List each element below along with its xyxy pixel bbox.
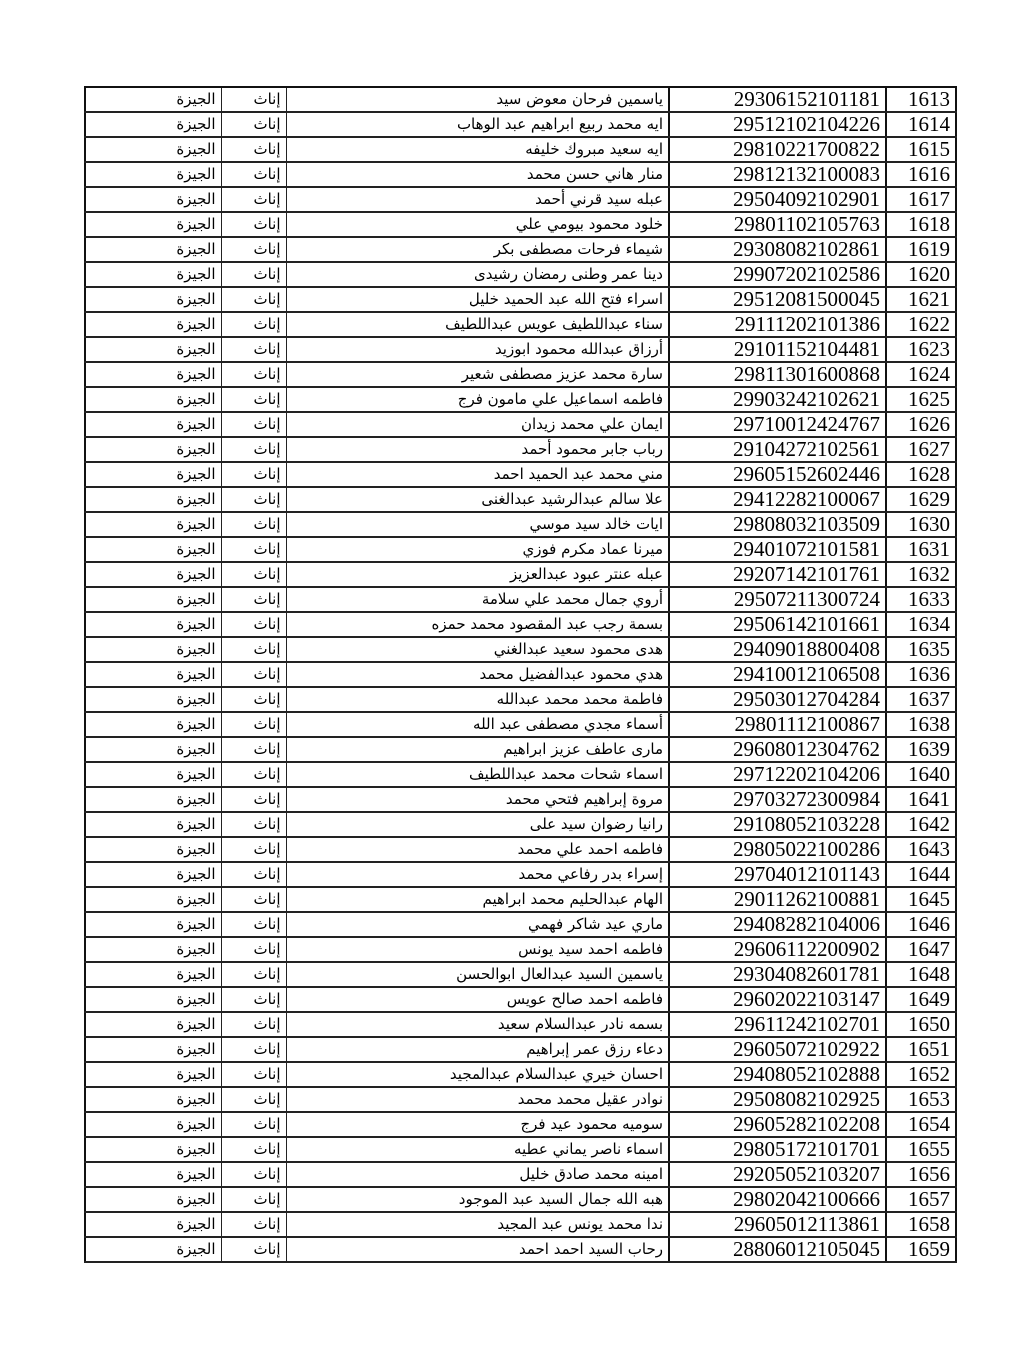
row-number-cell: 1650 xyxy=(886,1012,956,1037)
row-number-cell: 1629 xyxy=(886,487,956,512)
name-cell: رانيا رضوان سيد على xyxy=(286,812,669,837)
table-row xyxy=(85,212,956,237)
row-number-cell: 1619 xyxy=(886,237,956,262)
table-row xyxy=(85,912,956,937)
governorate-cell: الجيزة xyxy=(85,312,221,337)
gender-cell: إناث xyxy=(221,262,286,287)
row-number-cell: 1614 xyxy=(886,112,956,137)
national-id-cell: 29811301600868 xyxy=(669,362,886,387)
table-row xyxy=(85,662,956,687)
gender-cell: إناث xyxy=(221,162,286,187)
gender-cell: إناث xyxy=(221,762,286,787)
table-row xyxy=(85,187,956,212)
governorate-cell: الجيزة xyxy=(85,487,221,512)
name-cell: مروة إبراهيم فتحي محمد xyxy=(286,787,669,812)
gender-cell: إناث xyxy=(221,1162,286,1187)
name-cell: إسراء بدر رفاعي محمد xyxy=(286,862,669,887)
governorate-cell: الجيزة xyxy=(85,737,221,762)
name-cell: هدي محمود عبدالفضيل محمد xyxy=(286,662,669,687)
row-number-cell: 1645 xyxy=(886,887,956,912)
national-id-cell: 29205052103207 xyxy=(669,1162,886,1187)
name-cell: رحاب السيد احمد احمد xyxy=(286,1237,669,1262)
governorate-cell: الجيزة xyxy=(85,687,221,712)
national-id-cell: 29011262100881 xyxy=(669,887,886,912)
row-number-cell: 1638 xyxy=(886,712,956,737)
row-number-cell: 1653 xyxy=(886,1087,956,1112)
name-cell: مارى عاطف عزيز ابراهيم xyxy=(286,737,669,762)
row-number-cell: 1615 xyxy=(886,137,956,162)
name-cell: منار هاني حسن محمد xyxy=(286,162,669,187)
name-cell: سوميه محمود عيد فرج xyxy=(286,1112,669,1137)
gender-cell: إناث xyxy=(221,312,286,337)
gender-cell: إناث xyxy=(221,737,286,762)
name-cell: بسمة رجب عبد المقصود محمد حمزه xyxy=(286,612,669,637)
national-id-cell: 29111202101386 xyxy=(669,312,886,337)
national-id-cell: 29506142101661 xyxy=(669,612,886,637)
name-cell: أروي جمال محمد علي سلامة xyxy=(286,587,669,612)
row-number-cell: 1634 xyxy=(886,612,956,637)
row-number-cell: 1618 xyxy=(886,212,956,237)
table-row xyxy=(85,112,956,137)
table-row xyxy=(85,787,956,812)
row-number-cell: 1647 xyxy=(886,937,956,962)
governorate-cell: الجيزة xyxy=(85,1012,221,1037)
national-id-cell: 29810221700822 xyxy=(669,137,886,162)
name-cell: ايمان علي محمد زيدان xyxy=(286,412,669,437)
row-number-cell: 1631 xyxy=(886,537,956,562)
national-id-cell: 29508082102925 xyxy=(669,1087,886,1112)
table-row xyxy=(85,1087,956,1112)
table-row xyxy=(85,1237,956,1262)
national-id-cell: 29306152101181 xyxy=(669,87,886,112)
gender-cell: إناث xyxy=(221,837,286,862)
table-row xyxy=(85,862,956,887)
national-id-cell: 29801112100867 xyxy=(669,712,886,737)
governorate-cell: الجيزة xyxy=(85,1112,221,1137)
national-id-cell: 29608012304762 xyxy=(669,737,886,762)
governorate-cell: الجيزة xyxy=(85,112,221,137)
row-number-cell: 1642 xyxy=(886,812,956,837)
national-id-cell: 29605072102922 xyxy=(669,1037,886,1062)
name-cell: أرزاق عبدالله محمود ابوزيد xyxy=(286,337,669,362)
row-number-cell: 1657 xyxy=(886,1187,956,1212)
name-cell: ميرنا عماد مكرم فوزي xyxy=(286,537,669,562)
table-row xyxy=(85,1012,956,1037)
national-id-cell: 29101152104481 xyxy=(669,337,886,362)
row-number-cell: 1654 xyxy=(886,1112,956,1137)
national-id-cell: 29907202102586 xyxy=(669,262,886,287)
national-id-cell: 29802042100666 xyxy=(669,1187,886,1212)
gender-cell: إناث xyxy=(221,437,286,462)
name-cell: خلود محمود بيومي علي xyxy=(286,212,669,237)
gender-cell: إناث xyxy=(221,987,286,1012)
governorate-cell: الجيزة xyxy=(85,1037,221,1062)
table-row xyxy=(85,562,956,587)
row-number-cell: 1640 xyxy=(886,762,956,787)
governorate-cell: الجيزة xyxy=(85,1212,221,1237)
table-row xyxy=(85,1137,956,1162)
table-row xyxy=(85,1212,956,1237)
governorate-cell: الجيزة xyxy=(85,1162,221,1187)
governorate-cell: الجيزة xyxy=(85,987,221,1012)
gender-cell: إناث xyxy=(221,1087,286,1112)
governorate-cell: الجيزة xyxy=(85,587,221,612)
table-row xyxy=(85,962,956,987)
gender-cell: إناث xyxy=(221,512,286,537)
name-cell: ماري عيد شاكر فهمي xyxy=(286,912,669,937)
row-number-cell: 1648 xyxy=(886,962,956,987)
governorate-cell: الجيزة xyxy=(85,712,221,737)
name-cell: شيماء فرحات مصطفى بكر xyxy=(286,237,669,262)
gender-cell: إناث xyxy=(221,362,286,387)
row-number-cell: 1616 xyxy=(886,162,956,187)
name-cell: ياسمين السيد عبدالعال ابوالحسن xyxy=(286,962,669,987)
table-row xyxy=(85,712,956,737)
name-cell: عبله سيد قرني أحمد xyxy=(286,187,669,212)
table-row xyxy=(85,1162,956,1187)
national-id-cell: 28806012105045 xyxy=(669,1237,886,1262)
national-id-cell: 29808032103509 xyxy=(669,512,886,537)
gender-cell: إناث xyxy=(221,287,286,312)
name-cell: سارة محمد عزيز مصطفى شعير xyxy=(286,362,669,387)
governorate-cell: الجيزة xyxy=(85,962,221,987)
name-cell: هبه الله جمال السيد عبد الموجود xyxy=(286,1187,669,1212)
gender-cell: إناث xyxy=(221,187,286,212)
governorate-cell: الجيزة xyxy=(85,837,221,862)
name-cell: فاطمه احمد علي محمد xyxy=(286,837,669,862)
national-id-cell: 29412282100067 xyxy=(669,487,886,512)
governorate-cell: الجيزة xyxy=(85,1137,221,1162)
national-id-cell: 29801102105763 xyxy=(669,212,886,237)
governorate-cell: الجيزة xyxy=(85,387,221,412)
governorate-cell: الجيزة xyxy=(85,912,221,937)
table-row xyxy=(85,462,956,487)
row-number-cell: 1617 xyxy=(886,187,956,212)
row-number-cell: 1644 xyxy=(886,862,956,887)
gender-cell: إناث xyxy=(221,1137,286,1162)
table-row xyxy=(85,687,956,712)
table-row xyxy=(85,487,956,512)
national-id-cell: 29805022100286 xyxy=(669,837,886,862)
governorate-cell: الجيزة xyxy=(85,137,221,162)
row-number-cell: 1626 xyxy=(886,412,956,437)
table-row xyxy=(85,937,956,962)
gender-cell: إناث xyxy=(221,1187,286,1212)
governorate-cell: الجيزة xyxy=(85,262,221,287)
national-id-cell: 29409018800408 xyxy=(669,637,886,662)
table-row xyxy=(85,887,956,912)
national-id-cell: 29410012106508 xyxy=(669,662,886,687)
gender-cell: إناث xyxy=(221,962,286,987)
governorate-cell: الجيزة xyxy=(85,662,221,687)
national-id-cell: 29104272102561 xyxy=(669,437,886,462)
gender-cell: إناث xyxy=(221,462,286,487)
national-id-cell: 29611242102701 xyxy=(669,1012,886,1037)
table-row xyxy=(85,1187,956,1212)
governorate-cell: الجيزة xyxy=(85,1237,221,1262)
gender-cell: إناث xyxy=(221,1012,286,1037)
gender-cell: إناث xyxy=(221,137,286,162)
gender-cell: إناث xyxy=(221,387,286,412)
governorate-cell: الجيزة xyxy=(85,512,221,537)
row-number-cell: 1652 xyxy=(886,1062,956,1087)
name-cell: ندا محمد يونس عبد المجيد xyxy=(286,1212,669,1237)
national-id-cell: 29710012424767 xyxy=(669,412,886,437)
governorate-cell: الجيزة xyxy=(85,637,221,662)
national-id-cell: 29605152602446 xyxy=(669,462,886,487)
row-number-cell: 1641 xyxy=(886,787,956,812)
governorate-cell: الجيزة xyxy=(85,562,221,587)
gender-cell: إناث xyxy=(221,1112,286,1137)
name-cell: مني محمد عبد الحميد احمد xyxy=(286,462,669,487)
governorate-cell: الجيزة xyxy=(85,787,221,812)
row-number-cell: 1643 xyxy=(886,837,956,862)
national-id-cell: 29108052103228 xyxy=(669,812,886,837)
row-number-cell: 1639 xyxy=(886,737,956,762)
name-cell: علا سالم عبدالرشيد عبدالغنى xyxy=(286,487,669,512)
national-id-cell: 29512081500045 xyxy=(669,287,886,312)
national-id-cell: 29704012101143 xyxy=(669,862,886,887)
table-row xyxy=(85,812,956,837)
name-cell: أسماء مجدي مصطفى عبد الله xyxy=(286,712,669,737)
name-cell: هدى محمود سعيد عبدالغني xyxy=(286,637,669,662)
governorate-cell: الجيزة xyxy=(85,887,221,912)
row-number-cell: 1613 xyxy=(886,87,956,112)
table-row xyxy=(85,87,956,112)
table-row xyxy=(85,287,956,312)
national-id-cell: 29504092102901 xyxy=(669,187,886,212)
name-cell: فاطمه اسماعيل علي مامون فرج xyxy=(286,387,669,412)
name-cell: ايه سعيد مبروك خليفه xyxy=(286,137,669,162)
gender-cell: إناث xyxy=(221,712,286,737)
gender-cell: إناث xyxy=(221,1237,286,1262)
table-row xyxy=(85,737,956,762)
gender-cell: إناث xyxy=(221,662,286,687)
governorate-cell: الجيزة xyxy=(85,337,221,362)
name-cell: عبله عنتر عبود عبدالعزيز xyxy=(286,562,669,587)
gender-cell: إناث xyxy=(221,1212,286,1237)
gender-cell: إناث xyxy=(221,862,286,887)
governorate-cell: الجيزة xyxy=(85,762,221,787)
gender-cell: إناث xyxy=(221,237,286,262)
governorate-cell: الجيزة xyxy=(85,612,221,637)
gender-cell: إناث xyxy=(221,937,286,962)
governorate-cell: الجيزة xyxy=(85,937,221,962)
row-number-cell: 1658 xyxy=(886,1212,956,1237)
row-number-cell: 1623 xyxy=(886,337,956,362)
records-table-body xyxy=(85,87,956,1262)
national-id-cell: 29606112200902 xyxy=(669,937,886,962)
row-number-cell: 1636 xyxy=(886,662,956,687)
name-cell: ايات خالد سيد موسي xyxy=(286,512,669,537)
national-id-cell: 29903242102621 xyxy=(669,387,886,412)
gender-cell: إناث xyxy=(221,87,286,112)
governorate-cell: الجيزة xyxy=(85,187,221,212)
row-number-cell: 1628 xyxy=(886,462,956,487)
table-row xyxy=(85,387,956,412)
gender-cell: إناث xyxy=(221,787,286,812)
table-row xyxy=(85,312,956,337)
row-number-cell: 1655 xyxy=(886,1137,956,1162)
gender-cell: إناث xyxy=(221,812,286,837)
row-number-cell: 1635 xyxy=(886,637,956,662)
national-id-cell: 29503012704284 xyxy=(669,687,886,712)
name-cell: ياسمين فرحان معوض سيد xyxy=(286,87,669,112)
governorate-cell: الجيزة xyxy=(85,812,221,837)
table-row xyxy=(85,412,956,437)
gender-cell: إناث xyxy=(221,1037,286,1062)
name-cell: احسان خيري عبدالسلام عبدالمجيد xyxy=(286,1062,669,1087)
row-number-cell: 1633 xyxy=(886,587,956,612)
row-number-cell: 1646 xyxy=(886,912,956,937)
row-number-cell: 1627 xyxy=(886,437,956,462)
name-cell: امينه محمد صادق خليل xyxy=(286,1162,669,1187)
name-cell: اسراء فتح الله عبد الحميد خليل xyxy=(286,287,669,312)
name-cell: الهام عبدالحليم محمد ابراهيم xyxy=(286,887,669,912)
governorate-cell: الجيزة xyxy=(85,862,221,887)
records-table xyxy=(84,86,957,1263)
governorate-cell: الجيزة xyxy=(85,437,221,462)
national-id-cell: 29207142101761 xyxy=(669,562,886,587)
name-cell: اسماء شحات محمد عبداللطيف xyxy=(286,762,669,787)
governorate-cell: الجيزة xyxy=(85,362,221,387)
gender-cell: إناث xyxy=(221,687,286,712)
row-number-cell: 1620 xyxy=(886,262,956,287)
table-row xyxy=(85,437,956,462)
name-cell: فاطمة محمد محمد عبدالله xyxy=(286,687,669,712)
gender-cell: إناث xyxy=(221,1062,286,1087)
table-row xyxy=(85,837,956,862)
table-row xyxy=(85,137,956,162)
national-id-cell: 29308082102861 xyxy=(669,237,886,262)
row-number-cell: 1622 xyxy=(886,312,956,337)
table-row xyxy=(85,362,956,387)
gender-cell: إناث xyxy=(221,637,286,662)
national-id-cell: 29602022103147 xyxy=(669,987,886,1012)
gender-cell: إناث xyxy=(221,112,286,137)
national-id-cell: 29712202104206 xyxy=(669,762,886,787)
gender-cell: إناث xyxy=(221,562,286,587)
national-id-cell: 29507211300724 xyxy=(669,587,886,612)
gender-cell: إناث xyxy=(221,337,286,362)
governorate-cell: الجيزة xyxy=(85,87,221,112)
gender-cell: إناث xyxy=(221,612,286,637)
table-row xyxy=(85,162,956,187)
row-number-cell: 1649 xyxy=(886,987,956,1012)
row-number-cell: 1656 xyxy=(886,1162,956,1187)
name-cell: رباب جابر محمود أحمد xyxy=(286,437,669,462)
table-row xyxy=(85,1062,956,1087)
governorate-cell: الجيزة xyxy=(85,212,221,237)
table-row xyxy=(85,512,956,537)
gender-cell: إناث xyxy=(221,912,286,937)
name-cell: فاطمه احمد سيد يونس xyxy=(286,937,669,962)
table-row xyxy=(85,537,956,562)
governorate-cell: الجيزة xyxy=(85,462,221,487)
national-id-cell: 29304082601781 xyxy=(669,962,886,987)
row-number-cell: 1625 xyxy=(886,387,956,412)
governorate-cell: الجيزة xyxy=(85,287,221,312)
governorate-cell: الجيزة xyxy=(85,1187,221,1212)
name-cell: فاطمه احمد صالح عويس xyxy=(286,987,669,1012)
governorate-cell: الجيزة xyxy=(85,162,221,187)
row-number-cell: 1659 xyxy=(886,1237,956,1262)
table-row xyxy=(85,237,956,262)
gender-cell: إناث xyxy=(221,887,286,912)
row-number-cell: 1624 xyxy=(886,362,956,387)
national-id-cell: 29408052102888 xyxy=(669,1062,886,1087)
row-number-cell: 1637 xyxy=(886,687,956,712)
gender-cell: إناث xyxy=(221,587,286,612)
national-id-cell: 29805172101701 xyxy=(669,1137,886,1162)
table-row xyxy=(85,587,956,612)
national-id-cell: 29605012113861 xyxy=(669,1212,886,1237)
name-cell: سناء عبداللطيف عويس عبداللطيف xyxy=(286,312,669,337)
table-row xyxy=(85,987,956,1012)
national-id-cell: 29408282104006 xyxy=(669,912,886,937)
table-row xyxy=(85,262,956,287)
table-row xyxy=(85,612,956,637)
row-number-cell: 1630 xyxy=(886,512,956,537)
row-number-cell: 1632 xyxy=(886,562,956,587)
national-id-cell: 29512102104226 xyxy=(669,112,886,137)
national-id-cell: 29812132100083 xyxy=(669,162,886,187)
row-number-cell: 1651 xyxy=(886,1037,956,1062)
name-cell: بسمه نادر عبدالسلام سعيد xyxy=(286,1012,669,1037)
name-cell: دعاء رزق عمر إبراهيم xyxy=(286,1037,669,1062)
governorate-cell: الجيزة xyxy=(85,1087,221,1112)
national-id-cell: 29703272300984 xyxy=(669,787,886,812)
row-number-cell: 1621 xyxy=(886,287,956,312)
gender-cell: إناث xyxy=(221,537,286,562)
table-row xyxy=(85,1037,956,1062)
name-cell: اسماء ناصر يماني عطيه xyxy=(286,1137,669,1162)
national-id-cell: 29605282102208 xyxy=(669,1112,886,1137)
governorate-cell: الجيزة xyxy=(85,1062,221,1087)
gender-cell: إناث xyxy=(221,212,286,237)
name-cell: نوادر عقيل محمد محمد xyxy=(286,1087,669,1112)
name-cell: ايه محمد ربيع ابراهيم عبد الوهاب xyxy=(286,112,669,137)
governorate-cell: الجيزة xyxy=(85,237,221,262)
governorate-cell: الجيزة xyxy=(85,412,221,437)
gender-cell: إناث xyxy=(221,412,286,437)
national-id-cell: 29401072101581 xyxy=(669,537,886,562)
name-cell: دينا عمر وطنى رمضان رشيدى xyxy=(286,262,669,287)
table-row xyxy=(85,762,956,787)
governorate-cell: الجيزة xyxy=(85,537,221,562)
table-row xyxy=(85,1112,956,1137)
table-row xyxy=(85,637,956,662)
gender-cell: إناث xyxy=(221,487,286,512)
table-row xyxy=(85,337,956,362)
